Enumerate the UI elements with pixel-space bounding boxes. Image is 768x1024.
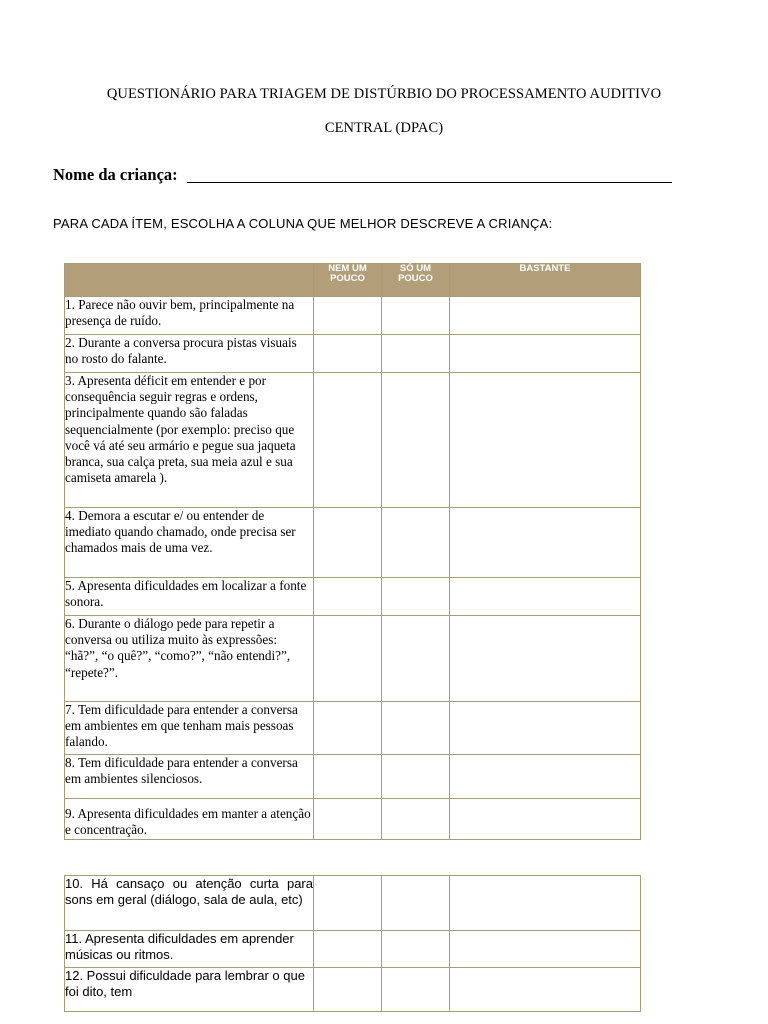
table-row — [65, 373, 641, 508]
header-nem-um-pouco: NEM UM POUCO — [314, 264, 382, 297]
answer-cell-bastante[interactable] — [450, 297, 641, 335]
header-so-um-pouco: SÓ UM POUCO — [382, 264, 450, 297]
answer-cell-nem-um-pouco[interactable] — [314, 799, 382, 840]
item-text: 1. Parece não ouvir bem, principalmente na presença de ruído. — [65, 297, 314, 335]
table-row — [65, 578, 641, 616]
item-text: 12. Possui dificuldade para lembrar o que foi dito, tem — [65, 968, 314, 1012]
answer-cell-nem-um-pouco[interactable] — [314, 931, 382, 968]
questionnaire-title-line2: CENTRAL (DPAC) — [324, 120, 444, 136]
answer-cell-so-um-pouco[interactable] — [382, 702, 450, 755]
table-row — [65, 799, 641, 840]
answer-cell-bastante[interactable] — [450, 578, 641, 616]
child-name-label: Nome da criança: — [53, 165, 178, 184]
answer-cell-nem-um-pouco[interactable] — [314, 578, 382, 616]
answer-cell-so-um-pouco[interactable] — [382, 755, 450, 799]
table-row — [65, 755, 641, 799]
item-text: 7. Tem dificuldade para entender a conversa em ambientes em que tenham mais pessoas falando. — [65, 702, 314, 755]
answer-cell-bastante[interactable] — [450, 799, 641, 840]
table-row — [65, 931, 641, 968]
table-row — [65, 702, 641, 755]
answer-cell-nem-um-pouco[interactable] — [314, 876, 382, 931]
answer-cell-nem-um-pouco[interactable] — [314, 702, 382, 755]
instruction-text: PARA CADA ÍTEM, ESCOLHA A COLUNA QUE MELHOR DESCREVE A CRIANÇA: — [53, 216, 553, 231]
answer-cell-bastante[interactable] — [450, 335, 641, 373]
item-text: 5. Apresenta dificuldades em localizar a fonte sonora. — [65, 578, 314, 616]
answer-cell-nem-um-pouco[interactable] — [314, 616, 382, 702]
answer-cell-bastante[interactable] — [450, 508, 641, 578]
answer-cell-nem-um-pouco[interactable] — [314, 755, 382, 799]
questionnaire-table-continued — [64, 875, 641, 1012]
item-text: 10. Há cansaço ou atenção curta para sons em geral (diálogo, sala de aula, etc) — [65, 876, 314, 931]
table-row — [65, 616, 641, 702]
table-row — [65, 335, 641, 373]
answer-cell-nem-um-pouco[interactable] — [314, 335, 382, 373]
questionnaire-table — [64, 263, 641, 840]
answer-cell-bastante[interactable] — [450, 876, 641, 931]
item-text: 6. Durante o diálogo pede para repetir a conversa ou utiliza muito às expressões: “hã?”, “o quê?”, “como?”, “não entendi?”, “repete?”. — [65, 616, 314, 702]
item-text: 4. Demora a escutar e/ ou entender de imediato quando chamado, onde precisa ser chamados mais de uma vez. — [65, 508, 314, 578]
item-text: 2. Durante a conversa procura pistas visuais no rosto do falante. — [65, 335, 314, 373]
answer-cell-so-um-pouco[interactable] — [382, 297, 450, 335]
answer-cell-bastante[interactable] — [450, 968, 641, 1012]
answer-cell-so-um-pouco[interactable] — [382, 578, 450, 616]
item-text: 8. Tem dificuldade para entender a conversa em ambientes silenciosos. — [65, 755, 314, 799]
header-bastante: BASTANTE — [450, 264, 641, 297]
answer-cell-so-um-pouco[interactable] — [382, 508, 450, 578]
answer-cell-bastante[interactable] — [450, 931, 641, 968]
item-text: 3. Apresenta déficit em entender e por consequência seguir regras e ordens, principalmente quando são faladas sequencialmente (por exemplo: preciso que você vá até seu armário e pegue sua jaqueta branca, sua calça preta, sua meia azul e sua camiseta amarela ). — [65, 373, 314, 508]
answer-cell-nem-um-pouco[interactable] — [314, 508, 382, 578]
answer-cell-nem-um-pouco[interactable] — [314, 373, 382, 508]
answer-cell-nem-um-pouco[interactable] — [314, 968, 382, 1012]
answer-cell-so-um-pouco[interactable] — [382, 931, 450, 968]
answer-cell-so-um-pouco[interactable] — [382, 373, 450, 508]
answer-cell-bastante[interactable] — [450, 702, 641, 755]
answer-cell-so-um-pouco[interactable] — [382, 335, 450, 373]
answer-cell-so-um-pouco[interactable] — [382, 616, 450, 702]
item-text: 11. Apresenta dificuldades em aprender músicas ou ritmos. — [65, 931, 314, 968]
answer-cell-so-um-pouco[interactable] — [382, 876, 450, 931]
answer-cell-bastante[interactable] — [450, 373, 641, 508]
answer-cell-so-um-pouco[interactable] — [382, 799, 450, 840]
answer-cell-bastante[interactable] — [450, 755, 641, 799]
header-item-column — [65, 264, 314, 297]
table-row — [65, 297, 641, 335]
table-row — [65, 508, 641, 578]
answer-cell-nem-um-pouco[interactable] — [314, 297, 382, 335]
answer-cell-bastante[interactable] — [450, 616, 641, 702]
table-header-row — [65, 264, 641, 297]
item-text: 9. Apresenta dificuldades em manter a atenção e concentração. — [65, 799, 314, 840]
child-name-field[interactable] — [187, 182, 672, 183]
answer-cell-so-um-pouco[interactable] — [382, 968, 450, 1012]
table-row — [65, 968, 641, 1012]
questionnaire-title-line1: QUESTIONÁRIO PARA TRIAGEM DE DISTÚRBIO DO PROCESSAMENTO AUDITIVO — [106, 86, 662, 102]
table-row — [65, 876, 641, 931]
